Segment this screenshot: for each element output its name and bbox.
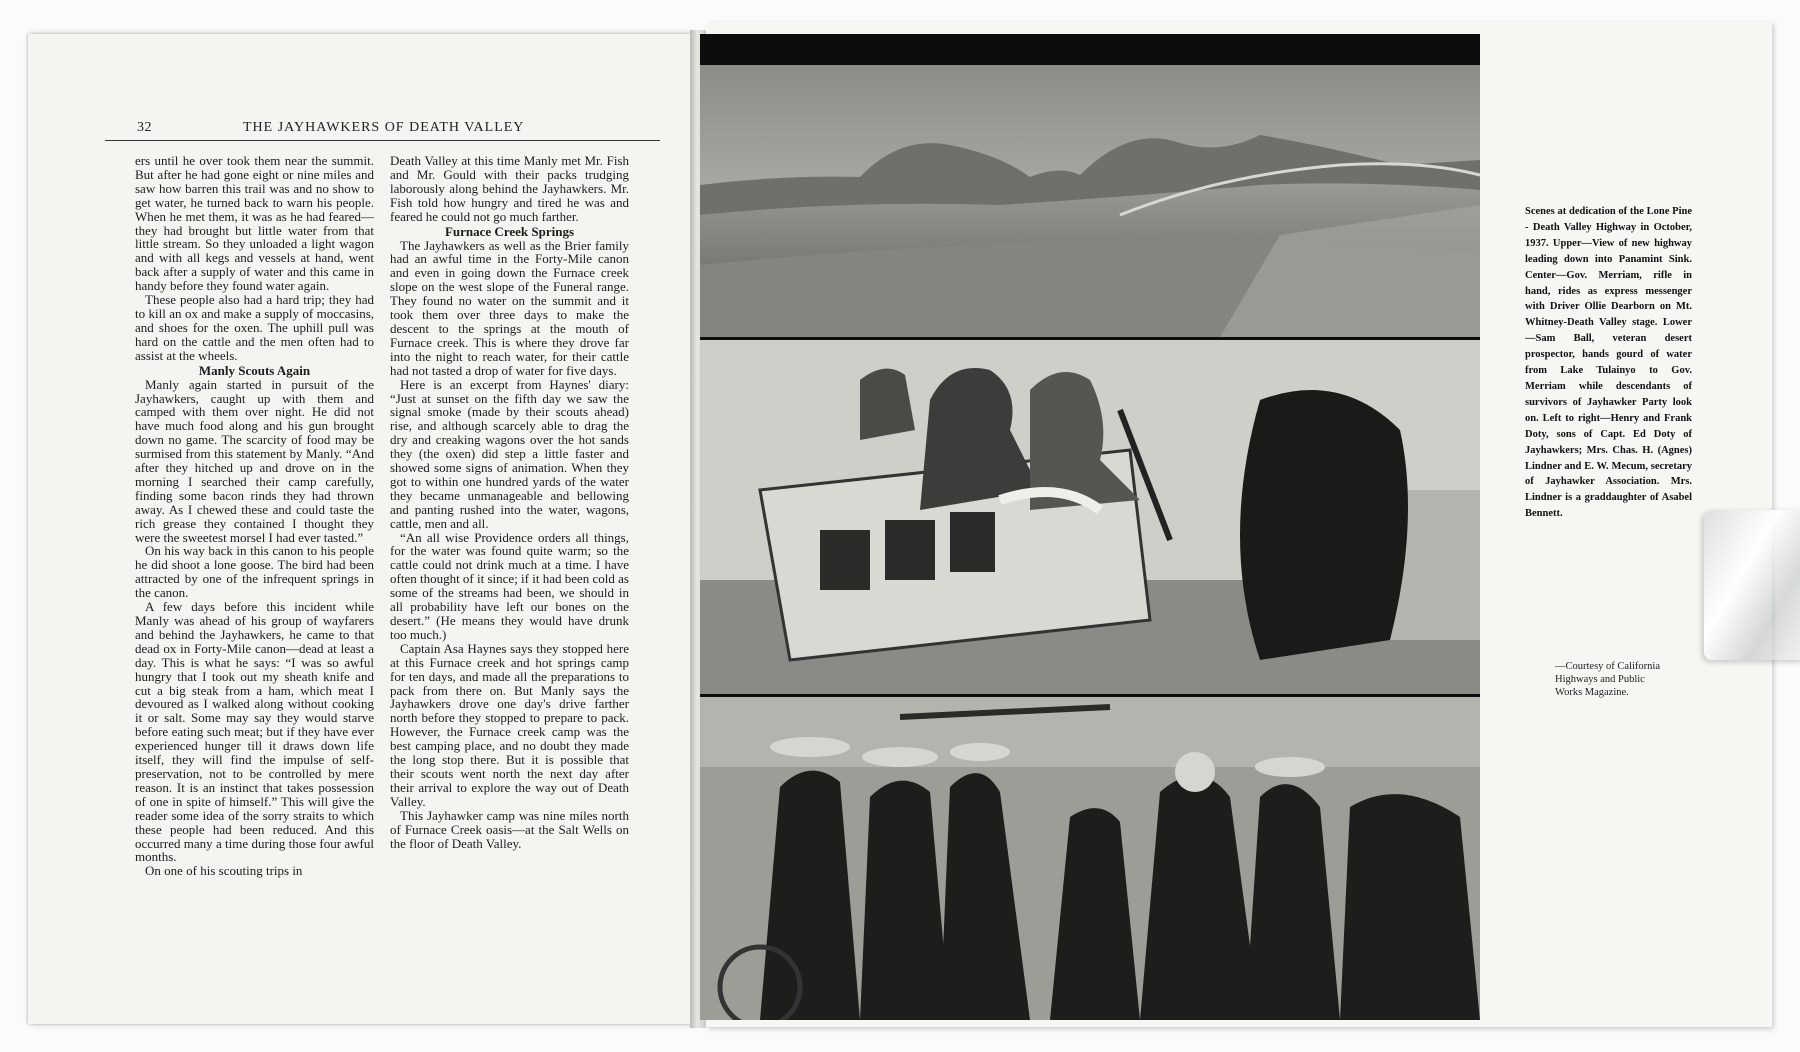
photo-caption: Scenes at dedication of the Lone Pine - Death Valley Highway in October, 1937. Upper—View of new highway leading down into Panamint Sink. Center—Gov. Merriam, rifle in hand, rides as express messenger with Driver Ollie Dearborn on Mt. Whitney-Death Valley stage. Lower—Sam Ball, veteran desert prospector, hands gourd of water from Lake Tulainyo to Gov. Merriam while descendants of survivors of Jayhawker Party look on. Left to right—Henry and Frank Doty, sons of Capt. Ed Doty of Jayhawkers; Mrs. Chas. H. (Agnes) Lindner and E. W. Mecum, secretary of Jayhawker Association. Mrs. Lindner is a graddaughter of Asabel Bennett. xyxy=(1525,206,1692,520)
text-column-left xyxy=(135,154,374,878)
paragraph: Here is an excerpt from Haynes' diary: “Just at sunset on the fifth day we saw the signal smoke (made by their scouts ahead) rise, and although scarcely able to drag the dry and creaking wagons over the hot sands they (the oxen) did step a little faster and showed some signs of animation. When they got to within one hundred yards of the water they became unmanageable and bellowing and panting rushed into the water, wagons, cattle, men and all. xyxy=(390,376,629,531)
running-header xyxy=(105,118,660,141)
paragraph: ers until he over took them near the summit. But after he had gone eight or nine miles and saw how barren this trail was and no show to get water, he turned back to warn his people. When he met them, it was as he had feared—they had brought but little water from that little stream. So they unloaded a light wagon and with all kegs and vessels at hand, went back after a supply of water and this came in handy before they found water again. xyxy=(135,153,374,294)
running-title: THE JAYHAWKERS OF DEATH VALLEY xyxy=(243,120,525,135)
photo-panel xyxy=(700,34,1480,1020)
credit-line: Works Magazine. xyxy=(1555,687,1629,698)
section-heading: Furnace Creek Springs xyxy=(444,223,575,239)
text-column-right xyxy=(390,154,629,850)
glass-page-weight xyxy=(1704,510,1800,660)
paragraph: Manly again started in pursuit of the Jayhawkers, caught up with them and camped with them over night. He did not have much food along and his gun brought down no game. The scarcity of food may be surmised from this statement by Manly. “And after they hitched up and drove on in the morning I searched their camp carefully, finding some bacon rinds they had thrown away. As I chewed these and could taste the rich grease they contained I thought they were the sweetest morsel I had ever tasted.” xyxy=(135,376,374,545)
paragraph: A few days before this incident while Manly was ahead of his group of wayfarers and behind the Jayhawkers, he came to that dead ox in Forty-Mile canon—dead at least a day. This is what he says: “I was so awful hungry that I took out my sheath knife and cut a big steak from a ham, which meat I devoured as I walked along without cooking it or salt. Some may say they would starve before eating such meat; but if they have ever experienced hunger till it draws down life itself, they will find the impulse of self-preservation, not to be controlled by mere reason. It is an instinct that takes possession of one in spite of himself.” This will give the reader some idea of the sorry straits to which these people had been reduced. And this occurred many a time during those four awful months. xyxy=(135,599,374,865)
paragraph: “An all wise Providence orders all things, for the water was found quite warm; so the cattle could not drink much at a time. I have often thought of it since; if it had been cold as some of the streams had been, we should in all probability have left our bones on the desert.” (He means they would have drunk too much.) xyxy=(390,529,629,642)
paragraph: On one of his scouting trips in xyxy=(145,863,303,879)
credit-line: Highways and Public xyxy=(1555,674,1645,685)
paragraph: Death Valley at this time Manly met Mr. Fish and Mr. Gould with their packs trudging laborously along behind the Jayhawkers. Mr. Fish told how hungry and tired he was and feared he could not go much farther. xyxy=(390,153,629,224)
paragraph: Captain Asa Haynes says they stopped here at this Furnace creek and hot springs camp for ten days, and made all the preparations to pack from there on. But Manly says the Jayhawkers drove one day's drive farther north before they stopped to prepare to pack. However, the Furnace creek camp was the best camping place, and no doubt they made the long stop there. But it is possible that their scouts went north the next day after their arrival to explore the way out of Death Valley. xyxy=(390,640,629,809)
photo-desert-highway xyxy=(700,65,1480,337)
paragraph: These people also had a hard trip; they had to kill an ox and make a supply of moccasins, and shoes for the oxen. The uphill pull was hard on the cattle and the men often had to assist at the wheels. xyxy=(135,292,374,363)
photo-stagecoach xyxy=(700,340,1480,694)
photo-credit xyxy=(1555,660,1700,699)
paragraph: This Jayhawker camp was nine miles north of Furnace Creek oasis—at the Salt Wells on the floor of Death Valley. xyxy=(390,807,629,851)
credit-line: —Courtesy of California xyxy=(1555,661,1660,672)
photo-dedication-crowd xyxy=(700,697,1480,1020)
paragraph: On his way back in this canon to his people he did shoot a lone goose. The bird had been attracted by one of the infrequent springs in the canon. xyxy=(135,543,374,601)
section-heading: Manly Scouts Again xyxy=(198,362,311,378)
page-number: 32 xyxy=(137,120,152,135)
paragraph: The Jayhawkers as well as the Brier family had an awful time in the Forty-Mile canon and even in going down the Furnace creek slope on the west slope of the Funeral range. They found no water on the summit and it took them over three days to make the descent to the springs at the mouth of Furnace creek. This is where they drove far into the night to reach water, for their cattle had not tasted a drop of water for five days. xyxy=(390,237,629,378)
